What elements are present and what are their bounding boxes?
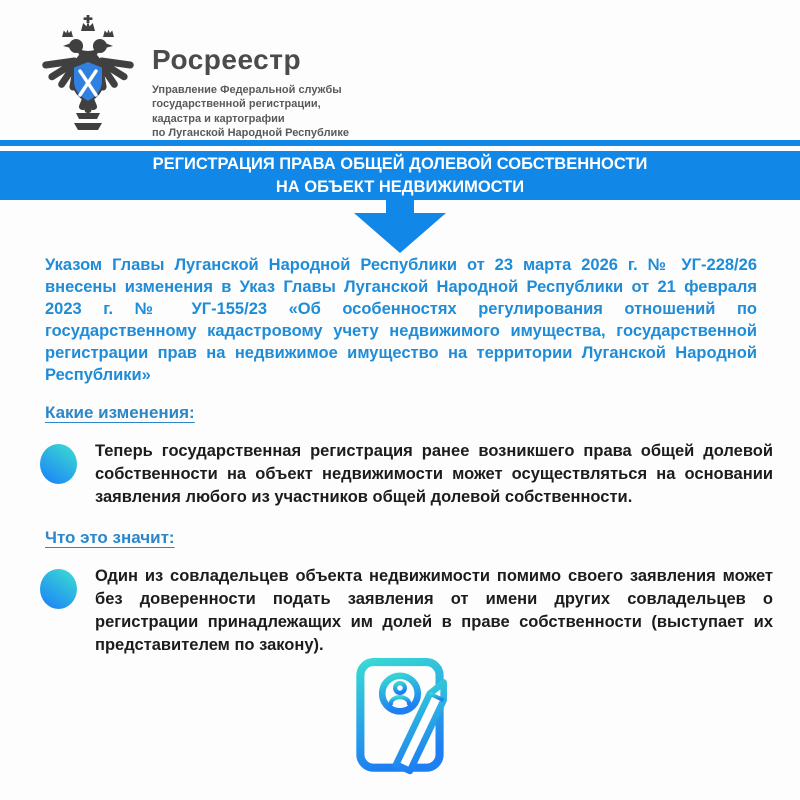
brand-subtitle-line: государственной регистрации, [152, 98, 321, 111]
brand-subtitle-line: по Луганской Народной Республике [152, 126, 349, 139]
gradient-dot-icon [40, 444, 77, 484]
arrow-down-icon [354, 213, 446, 253]
banner-title-line2: НА ОБЪЕКТ НЕДВИЖИМОСТИ [275, 177, 525, 196]
brand-block [152, 44, 349, 140]
intro-paragraph: Указом Главы Луганской Народной Республики от 23 марта 2026 г. № УГ-228/26 внесены изменения в Указ Главы Луганской Народной Республики от 21 февраля 2023 г. № УГ-155/23 «Об особенностях регулирования отношений по государственному кадастровому учету недвижимого имущества, государственной регистрации прав на недвижимое имущество на территории Луганской Народной Республики» [45, 256, 757, 384]
section-heading-changes: Какие изменения: [45, 403, 195, 422]
banner-title-line1: РЕГИСТРАЦИЯ ПРАВА ОБЩЕЙ ДОЛЕВОЙ СОБСТВЕННОСТИ [152, 155, 648, 174]
bullet-item-changes [40, 440, 775, 509]
rosreestr-eagle-icon [38, 14, 138, 136]
document-sign-icon [336, 656, 468, 788]
arrow-down-icon [386, 200, 414, 213]
bullet-text: Один из совладельцев объекта недвижимости помимо своего заявления может без доверенности подать заявления от имени других совладельцев о регистрации принадлежащих им долей в праве собственности (выступает их представителем по закону). [95, 567, 773, 655]
brand-subtitle-line: кадастра и картографии [152, 112, 285, 125]
brand-name: Росреестр [152, 44, 302, 75]
bullet-text: Теперь государственная регистрация ранее возникшего права общей долевой собственности на объект недвижимости может осуществляться на основании заявления любого из участников общей долевой собственности. [95, 442, 773, 507]
header-logo [38, 14, 349, 140]
gradient-dot-icon [40, 569, 77, 609]
bullet-item-meaning [40, 565, 775, 657]
brand-subtitle [152, 83, 349, 140]
brand-subtitle-line: Управление Федеральной службы [152, 84, 342, 96]
title-banner [0, 151, 800, 200]
section-heading-meaning: Что это значит: [45, 528, 175, 547]
top-accent-strip [0, 140, 800, 146]
